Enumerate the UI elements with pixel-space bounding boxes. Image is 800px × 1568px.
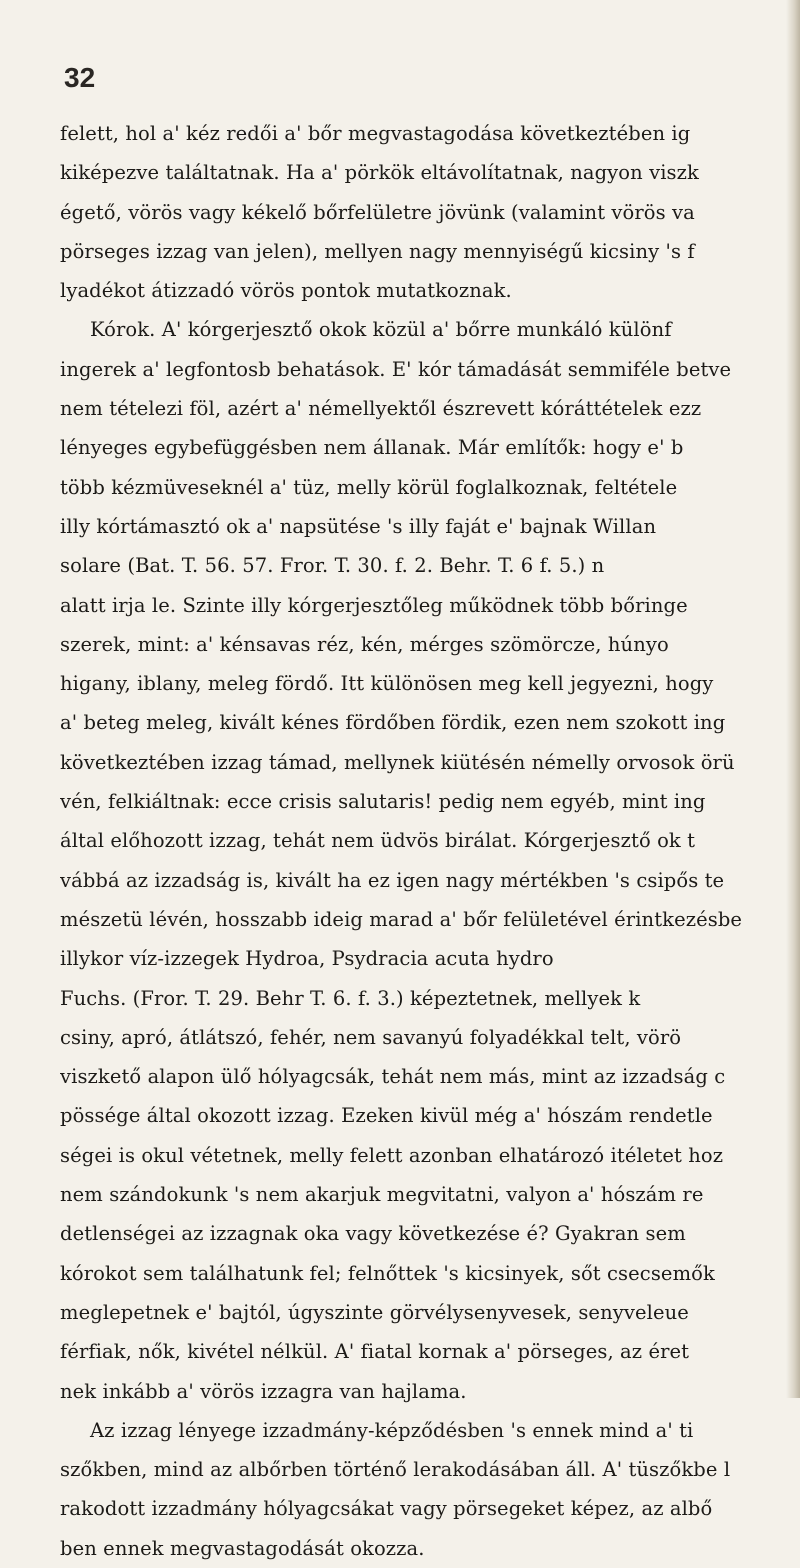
text-line: vábbá az izzadság is, kivált ha ez igen nagy mértékben 's csipős te [60,868,725,892]
text-line: nek inkább a' vörös izzagra van hajlama. [60,1379,467,1403]
text-line: meglepetnek e' bajtól, úgyszinte görvélysenyvesek, senyveleue [60,1300,689,1324]
page-number: 32 [64,62,96,93]
text-line: nem tételezi föl, azért a' némellyektől észrevett kóráttételek ezz [60,397,702,421]
text-line: viszkető alapon ülő hólyagcsák, tehát nem más, mint az izzadság c [60,1065,726,1089]
text-line: illy kórtámasztó ok a' napsütése 's illy faját e' bajnak Willan [60,514,657,538]
page-edge-shadow [786,0,800,1398]
text-line: Fuchs. (Fror. T. 29. Behr T. 6. f. 3.) képeztetnek, mellyek k [60,986,641,1010]
text-line: szerek, mint: a' kénsavas réz, kén, mérges szömörcze, húnyo [60,632,669,656]
text-line: kórokot sem találhatunk fel; felnőttek 's kicsinyek, sőt csecsemők [60,1261,715,1285]
text-line: illykor víz-izzegek Hydroa, Psydracia acuta hydro [60,947,554,971]
text-line: több kézmüveseknél a' tüz, melly körül foglalkoznak, feltétele [60,475,678,499]
text-line: solare (Bat. T. 56. 57. Fror. T. 30. f. 2. Behr. T. 6 f. 5.) n [60,554,605,578]
body-text [60,114,800,1568]
text-line: detlenségei az izzagnak oka vagy következése é? Gyakran sem [60,1222,686,1246]
text-line: kiképezve találtatnak. Ha a' pörkök eltávolítatnak, nagyon viszk [60,161,699,185]
text-line: következtében izzag támad, mellynek kiütésén némelly orvosok örü [60,750,735,774]
text-line: rakodott izzadmány hólyagcsákat vagy pörsegeket képez, az albő [60,1497,713,1521]
text-line: lényeges egybefüggésben nem állanak. Már említők: hogy e' b [60,436,684,460]
text-line: nem szándokunk 's nem akarjuk megvitatni, valyon a' hószám re [60,1183,704,1207]
text-line: férfiak, nők, kivétel nélkül. A' fiatal kornak a' pörseges, az éret [60,1340,690,1364]
text-line: lyadékot átizzadó vörös pontok mutatkoznak. [60,279,512,303]
text-line: ségei is okul vétetnek, melly felett azonban elhatározó itéletet hoz [60,1143,724,1167]
text-line: pössége által okozott izzag. Ezeken kivül még a' hószám rendetle [60,1104,713,1128]
paragraph-start-korok: Kórok. A' kórgerjesztő okok közül a' bőrre munkáló különf [90,318,672,342]
text-line: alatt irja le. Szinte illy kórgerjesztőleg működnek több bőringe [60,593,688,617]
text-line: ingerek a' legfontosb behatások. E' kór támadását semmiféle betve [60,357,732,381]
text-line: felett, hol a' kéz redői a' bőr megvastagodása következtében ig [60,122,691,145]
text-line: által előhozott izzag, tehát nem üdvös birálat. Kórgerjesztő ok t [60,829,696,853]
text-line: higany, iblany, meleg fördő. Itt különösen meg kell jegyezni, hogy [60,672,714,696]
text-line: csiny, apró, átlátszó, fehér, nem savanyú folyadékkal telt, vörö [60,1025,682,1049]
text-line: égető, vörös vagy kékelő bőrfelületre jövünk (valamint vörös va [60,200,695,224]
paragraph-start-izzag: Az izzag lényege izzadmány-képződésben 's ennek mind a' ti [90,1418,694,1442]
text-line: vén, felkiáltnak: ecce crisis salutaris! pedig nem egyéb, mint ing [60,790,706,814]
text-line: ben ennek megvastagodását okozza. [60,1536,425,1560]
text-line: szőkben, mind az albőrben történő lerakodásában áll. A' tüszőkbe l [60,1458,731,1482]
text-line: mészetü lévén, hosszabb ideig marad a' bőr felületével érintkezésbe [60,907,743,931]
text-line: a' beteg meleg, kivált kénes fördőben fördik, ezen nem szokott ing [60,711,726,735]
text-line: pörseges izzag van jelen), mellyen nagy mennyiségű kicsiny 's f [60,239,695,263]
